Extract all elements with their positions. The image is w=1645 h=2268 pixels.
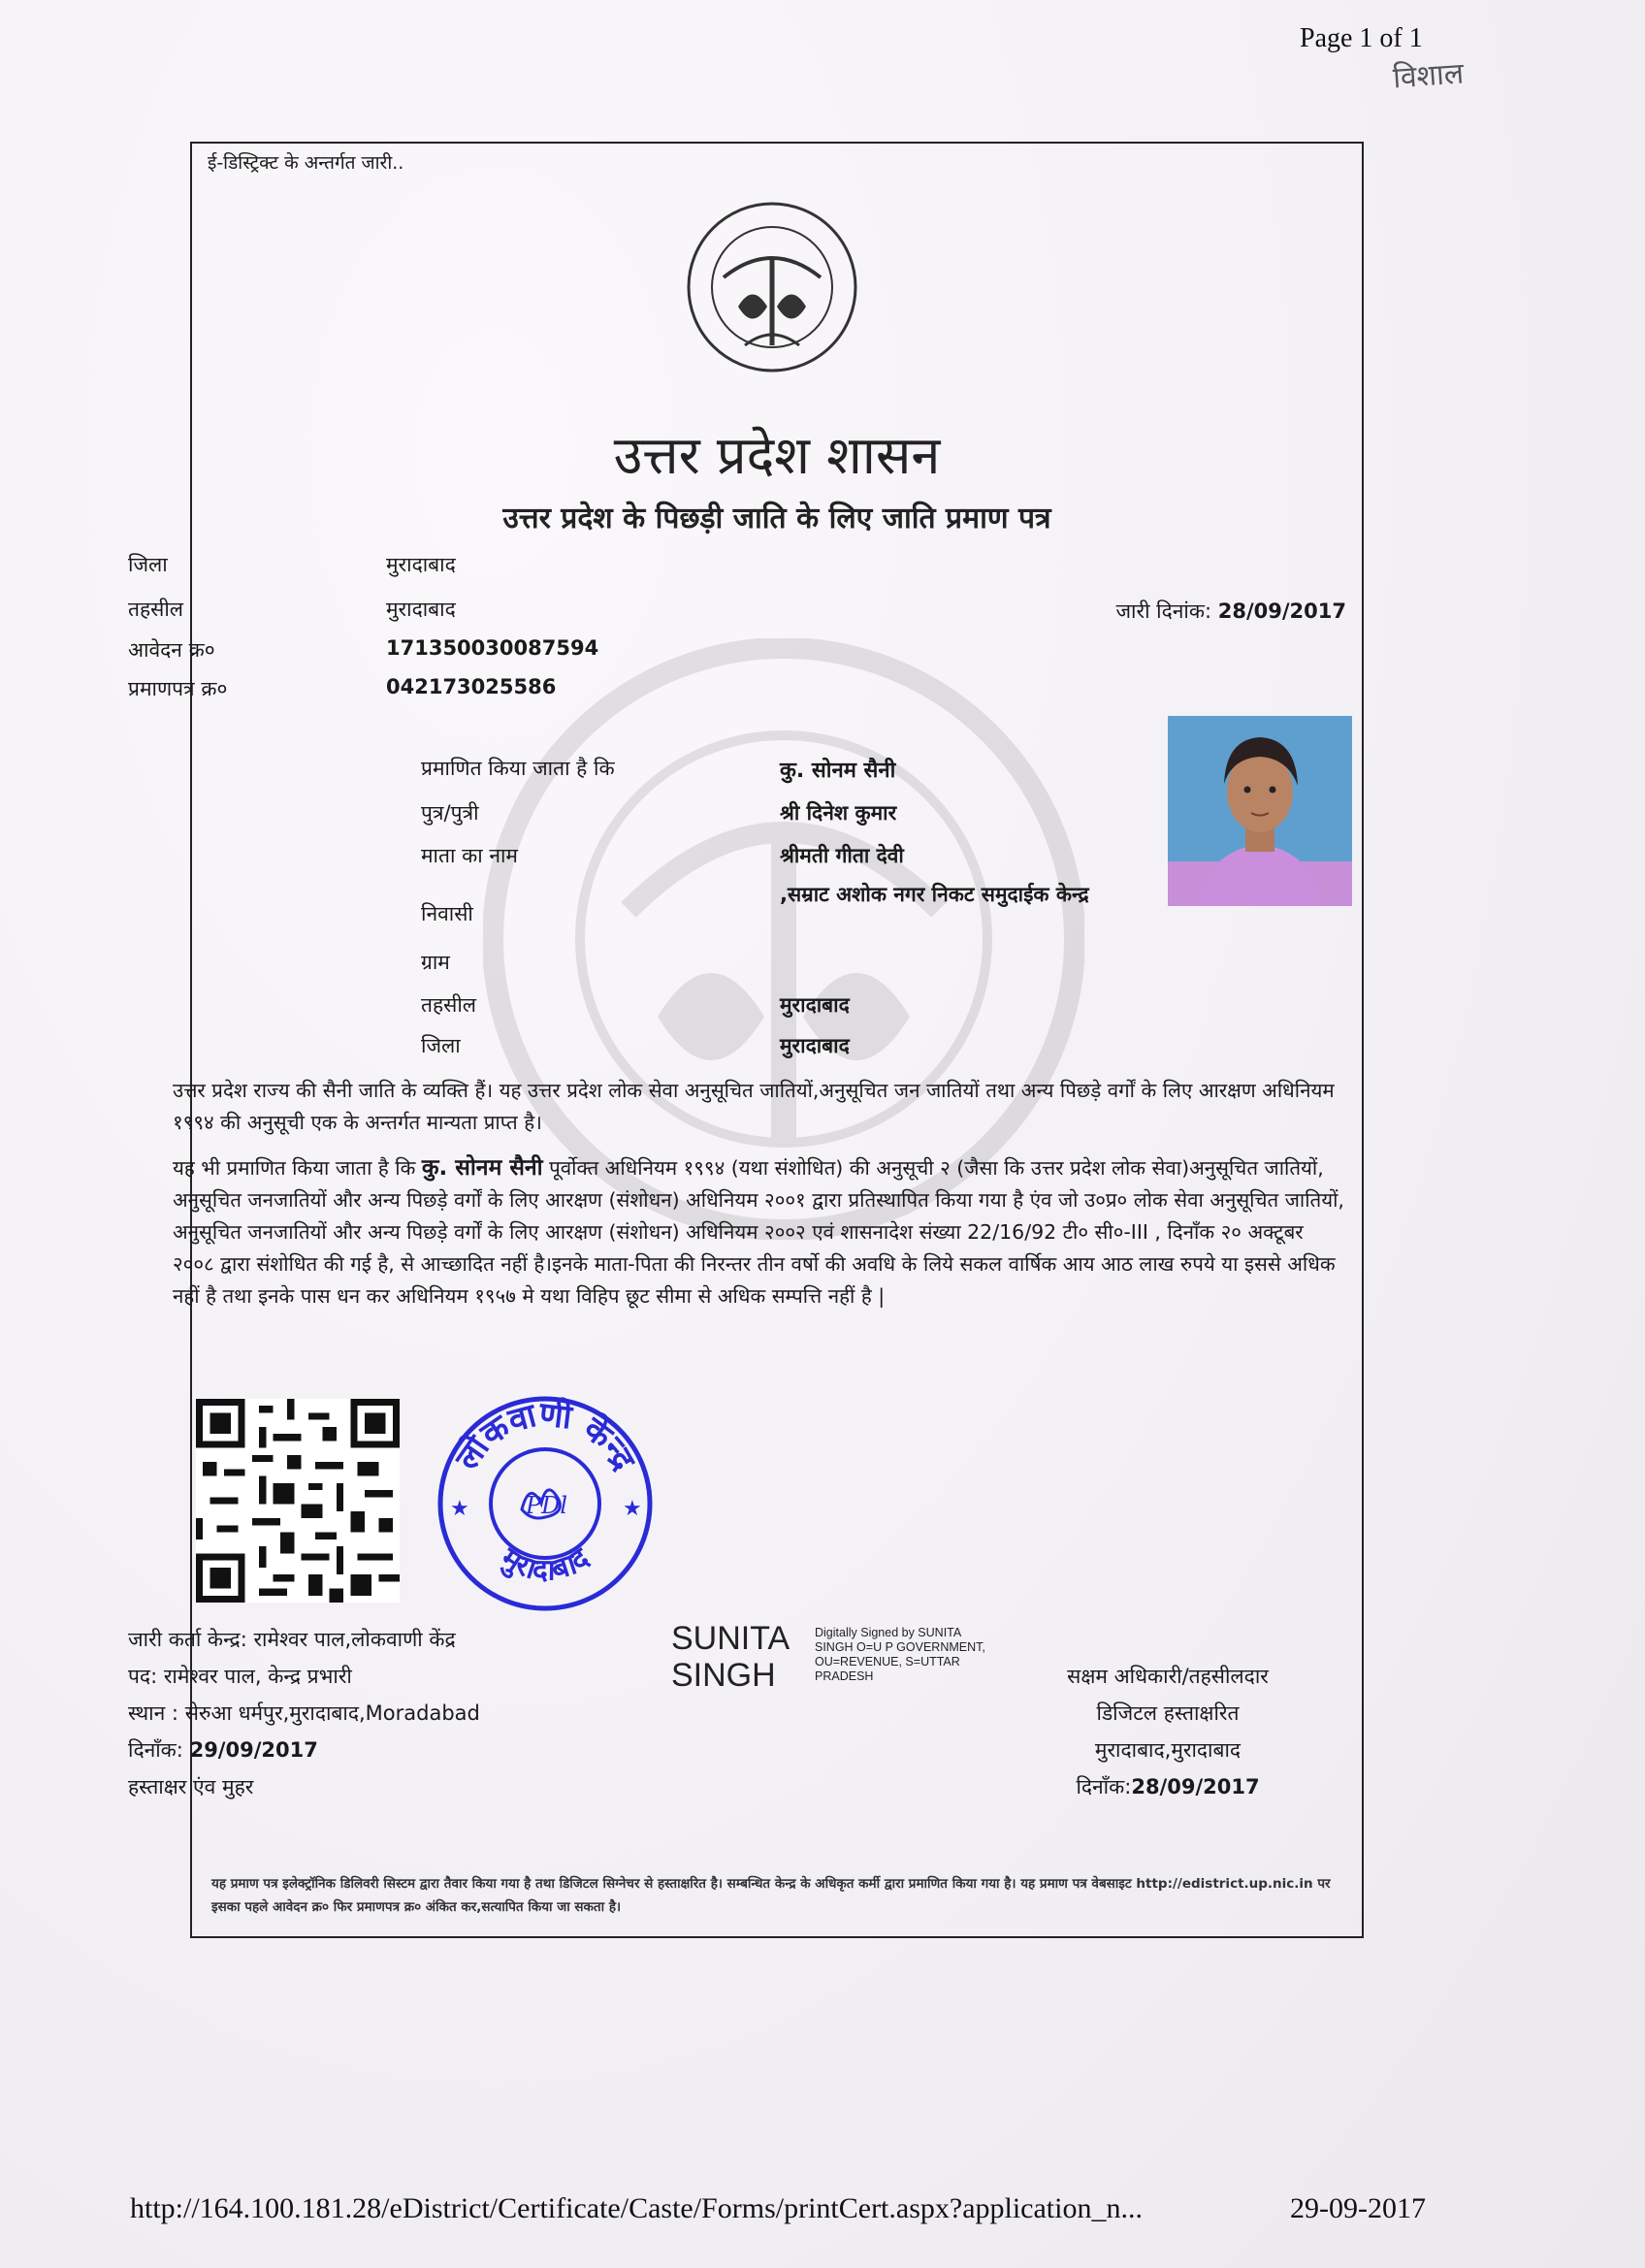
stamp-signature: PDl xyxy=(526,1492,568,1519)
issuer-sign: हस्ताक्षर एंव मुहर xyxy=(128,1775,254,1798)
issue-date-label: जारी दिनांक: xyxy=(1115,599,1212,623)
detail-label-certified: प्रमाणित किया जाता है कि xyxy=(421,757,615,780)
svg-text:मुरादाबाद xyxy=(494,1540,597,1587)
page-number: Page 1 of 1 xyxy=(1300,23,1423,53)
caste-statement: उत्तर प्रदेश राज्य की सैनी जाति के व्यक्ति हैं। यह उत्तर प्रदेश लोक सेवा अनुसूचित जातियों,अनुसूचित जन जातियों तथा अन्य पिछड़े वर्गों के लिए आरक्षण अधिनियम १९९४ की अनुसूची एक के अन्तर्गत मान्यता प्राप्त है। xyxy=(173,1079,1335,1134)
qr-code xyxy=(196,1399,400,1603)
svg-text:लोकवाणी केन्द्र xyxy=(446,1394,643,1478)
detail-label-mother: माता का नाम xyxy=(421,844,518,867)
meta-label-district: जिला xyxy=(128,553,168,576)
authority-date xyxy=(1013,1773,1323,1800)
income-statement-rest: पूर्वोक्त अधिनियम १९९४ (यथा संशोधित) की अनुसूची २ (जैसा कि उत्तर प्रदेश लोक सेवा)अनुसूचित जातियों, अनुसूचित जनजातियों और अन्य पिछड़े वर्गों के लिए आरक्षण (संशोधन) अधिनियम २००१ द्वारा प्रतिस्थापित किया गया है एंव जो उ०प्र० लोक सेवा अनुसूचित जातियों, अनुसूचित जनजातियों और अन्य पिछड़े वर्गों के लिए आरक्षण (संशोधन) अधिनियम २००२ एवं शासनादेश संख्या 22/16/92 टी० सी०-III , दिनाँक २० अक्टूबर २००८ द्वारा संशोधित की गई है, से आच्छादित नहीं है।इनके माता-पिता की निरन्तर तीन वर्षो की अवधि के लिये सकल वार्षिक आय आठ लाख रुपये या इससे अधिक नहीं है तथा इनके पास धन कर अधिनियम १९५७ मे यथा विहिप छूट सीमा से अधिक सम्पत्ति नहीं है | xyxy=(173,1156,1344,1308)
up-emblem-icon xyxy=(685,200,859,374)
meta-label-certificate: प्रमाणपत्र क्र० xyxy=(128,677,228,700)
detail-label-village: ग्राम xyxy=(421,951,450,974)
watermark-emblem-icon xyxy=(483,638,1084,1240)
authority-date-label: दिनाँक: xyxy=(1076,1775,1132,1798)
detail-value-mother: श्रीमती गीता देवी xyxy=(780,844,904,867)
digital-signature-line2: SINGH xyxy=(671,1657,776,1694)
digital-signature-detail: Digitally Signed by SUNITA SINGH O=U P GOVERNMENT, OU=REVENUE, S=UTTAR PRADESH xyxy=(815,1626,985,1683)
svg-text:★: ★ xyxy=(623,1497,642,1521)
authority-place: मुरादाबाद,मुरादाबाद xyxy=(1094,1738,1242,1762)
detail-label-district: जिला xyxy=(421,1034,461,1057)
detail-label-resident: निवासी xyxy=(421,902,473,925)
issuer-date-label: दिनाँक: xyxy=(128,1738,183,1762)
certificate-frame xyxy=(128,142,1364,1938)
stamp-bottom-text: मुरादाबाद xyxy=(495,1540,596,1588)
issuer-date-value: 29/09/2017 xyxy=(189,1738,318,1762)
detail-value-name: कु. सोनम सैनी xyxy=(780,759,896,783)
detail-label-tehsil: तहसील xyxy=(421,993,476,1017)
authority-title: सक्षम अधिकारी/तहसीलदार xyxy=(1067,1665,1269,1688)
issuer-place: स्थान : सेरुआ धर्मपुर,मुरादाबाद,Moradabad xyxy=(128,1701,480,1725)
income-statement xyxy=(173,1152,1346,1312)
income-statement-prefix: यह भी प्रमाणित किया जाता है कि xyxy=(173,1156,416,1180)
authority-date-value: 28/09/2017 xyxy=(1131,1775,1260,1798)
meta-value-application: 171350030087594 xyxy=(386,636,599,660)
detail-value-father: श्री दिनेश कुमार xyxy=(780,801,897,825)
applicant-photo xyxy=(1168,716,1352,906)
authority-signed: डिजिटल हस्ताक्षरित xyxy=(1096,1701,1240,1725)
meta-label-tehsil: तहसील xyxy=(128,598,183,621)
meta-value-district: मुरादाबाद xyxy=(386,553,456,576)
disclaimer: यह प्रमाण पत्र इलेक्ट्रॉनिक डिलिवरी सिस्टम द्वारा तैवार किया गया है तथा डिजिटल सिग्नेचर से हस्ताक्षरित है। सम्बन्धित केन्द्र के अधिकृत कर्मी द्वारा प्रमाणित किया गया है। यह प्रमाण पत्र वेबसाइट http://edistrict.up.nic.in पर इसका पहले आवेदन क्र० फिर प्रमाणपत्र क्र० अंकित कर,सत्यापित किया जा सकता है। xyxy=(211,1876,1331,1915)
issuer-date xyxy=(128,1736,318,1764)
digital-signature-line1: SUNITA xyxy=(671,1620,790,1657)
detail-value-address: ,सम्राट अशोक नगर निकट समुदाईक केन्द्र xyxy=(780,883,1089,906)
digital-signature-name xyxy=(671,1620,817,1694)
meta-value-tehsil: मुरादाबाद xyxy=(386,598,456,621)
footer-url: http://164.100.181.28/eDistrict/Certificate/Caste/Forms/printCert.aspx?application_n... xyxy=(130,2192,1143,2224)
meta-value-certificate: 042173025586 xyxy=(386,675,557,698)
issuer-center: जारी कर्ता केन्द्र: रामेश्वर पाल,लोकवाणी केंद्र xyxy=(128,1628,456,1651)
income-statement-name: कु. सोनम सैनी xyxy=(421,1155,543,1181)
detail-value-tehsil: मुरादाबाद xyxy=(780,993,850,1017)
top-note: ई-डिस्ट्रिक्ट के अन्तर्गत जारी.. xyxy=(208,152,404,174)
issue-date-value: 28/09/2017 xyxy=(1217,599,1346,623)
svg-text:★: ★ xyxy=(450,1497,469,1521)
meta-label-application: आवेदन क्र० xyxy=(128,638,215,662)
detail-value-district: मुरादाबाद xyxy=(780,1034,850,1057)
detail-label-child-of: पुत्र/पुत्री xyxy=(421,801,479,825)
issue-date xyxy=(1115,598,1346,625)
footer-date: 29-09-2017 xyxy=(1290,2192,1426,2224)
seal-stamp xyxy=(429,1387,661,1620)
handwritten-note: विशाल xyxy=(1392,56,1466,96)
page-title: उत्तर प्रदेश शासन xyxy=(613,425,941,486)
certificate-subtitle: उत्तर प्रदेश के पिछड़ी जाति के लिए जाति प्रमाण पत्र xyxy=(502,502,1051,535)
issuer-post: पद: रामेश्वर पाल, केन्द्र प्रभारी xyxy=(128,1665,352,1688)
stamp-top-text: लोकवाणी केन्द्र xyxy=(447,1394,643,1477)
